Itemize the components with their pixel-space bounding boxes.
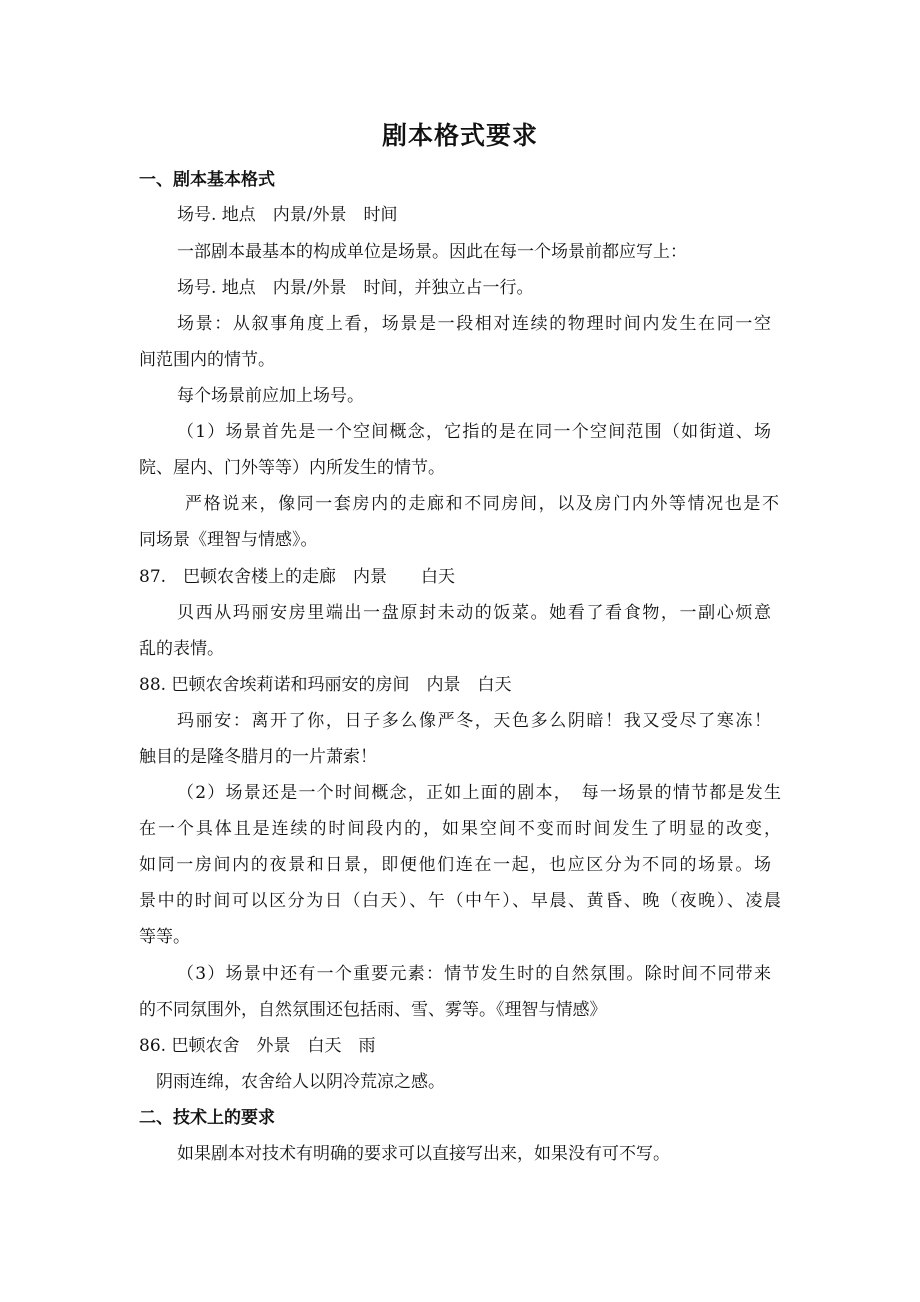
scene-header-87: 87. 巴顿农舍楼上的走廊 内景 白天: [139, 567, 456, 587]
paragraph-line: 玛丽安：离开了你，日子多么像严冬，天色多么阴暗！我又受尽了寒冻！: [177, 711, 771, 731]
paragraph-line: 间范围内的情节。: [139, 350, 275, 370]
paragraph-line: 场号. 地点 内景/外景 时间，并独立占一行。: [177, 278, 534, 298]
document-title: 剧本格式要求: [381, 121, 538, 150]
section-heading-technical: 二、技术上的要求: [139, 1108, 275, 1128]
paragraph-line: 如果剧本对技术有明确的要求可以直接写出来，如果没有可不写。: [177, 1144, 670, 1164]
section-heading-basic-format: 一、剧本基本格式: [139, 170, 275, 190]
paragraph-line: 的不同氛围外，自然氛围还包括雨、雪、雾等。《理智与情感》: [139, 1000, 607, 1020]
paragraph-line: （2）场景还是一个时间概念，正如上面的剧本， 每一场景的情节都是发生: [177, 783, 781, 803]
scene-header-86: 86. 巴顿农舍 外景 白天 雨: [139, 1036, 376, 1056]
paragraph-line: 场景：从叙事角度上看，场景是一段相对连续的物理时间内发生在同一空: [177, 314, 771, 334]
paragraph-line: 在一个具体且是连续的时间段内的，如果空间不变而时间发生了明显的改变，: [139, 819, 781, 839]
paragraph-line: 同场景《理智与情感》。: [139, 530, 318, 550]
paragraph-line: 乱的表情。: [139, 639, 224, 659]
paragraph-line: 阴雨连绵，农舍给人以阴冷荒凉之感。: [156, 1072, 445, 1092]
paragraph-line: 严格说来，像同一套房内的走廊和不同房间，以及房门内外等情况也是不: [185, 494, 779, 514]
paragraph-line: （1）场景首先是一个空间概念，它指的是在同一个空间范围（如街道、场: [177, 422, 771, 442]
paragraph-line: 景中的时间可以区分为日（白天）、午（中午）、早晨、黄昏、晚（夜晚）、凌晨: [139, 891, 781, 911]
paragraph-line: 贝西从玛丽安房里端出一盘原封未动的饭菜。她看了看食物，一副心烦意: [177, 603, 771, 623]
paragraph-line: （3）场景中还有一个重要元素：情节发生时的自然氛围。除时间不同带来: [177, 964, 771, 984]
paragraph-line: 如同一房间内的夜景和日景，即便他们连在一起，也应区分为不同的场景。场: [139, 855, 771, 875]
paragraph-line: 每个场景前应加上场号。: [177, 386, 364, 406]
paragraph-line: 触目的是隆冬腊月的一片萧索！: [139, 747, 377, 767]
scene-header-88: 88. 巴顿农舍埃莉诺和玛丽安的房间 内景 白天: [139, 675, 512, 695]
paragraph-line: 院、屋内、门外等等）内所发生的情节。: [139, 458, 445, 478]
paragraph-line: 场号. 地点 内景/外景 时间: [177, 205, 398, 225]
paragraph-line: 一部剧本最基本的构成单位是场景。因此在每一个场景前都应写上：: [177, 242, 687, 262]
paragraph-line: 等等。: [139, 927, 190, 947]
